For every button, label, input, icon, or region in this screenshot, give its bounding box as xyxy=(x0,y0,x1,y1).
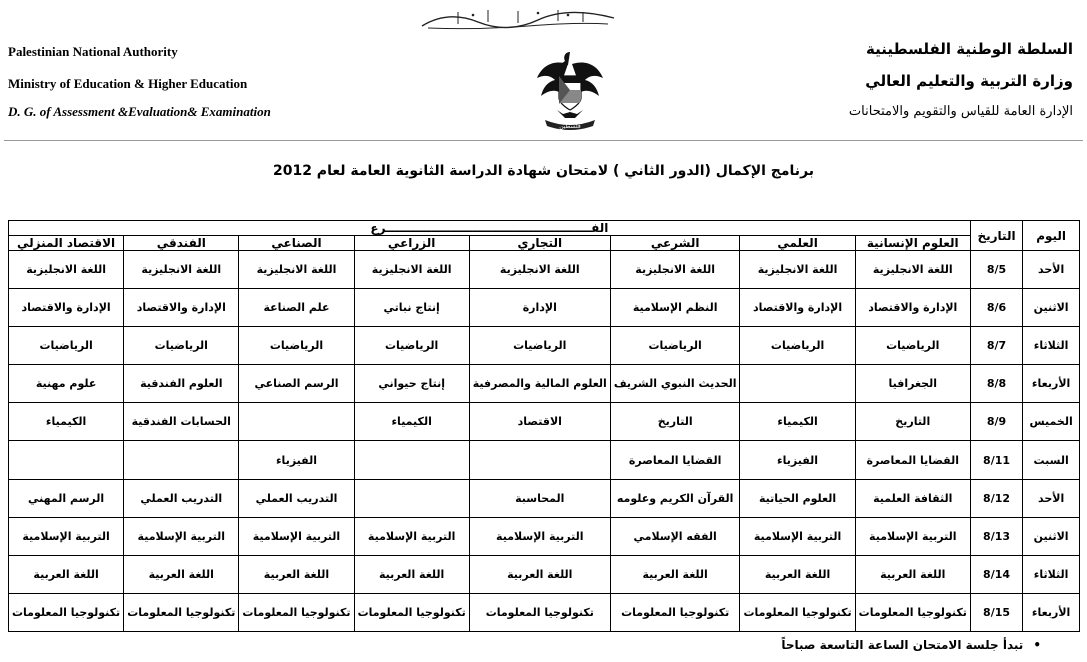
department-name-ar: الإدارة العامة للقياس والتقويم والامتحانات xyxy=(848,104,1073,119)
subject-cell: العلوم المالية والمصرفية xyxy=(469,365,610,403)
exam-schedule-table xyxy=(8,220,1080,632)
table-row xyxy=(9,479,1080,517)
branch-header-row xyxy=(9,236,1080,251)
table-row xyxy=(9,289,1080,327)
date-cell: 8/5 xyxy=(970,251,1022,289)
subject-cell: اللغة العربية xyxy=(740,555,855,593)
subject-cell: تكنولوجيا المعلومات xyxy=(469,593,610,631)
subject-cell: التربية الإسلامية xyxy=(9,517,124,555)
day-cell: الاثنين xyxy=(1023,289,1080,327)
department-name-en: D. G. of Assessment &Evaluation& Examination xyxy=(8,104,271,119)
day-cell: السبت xyxy=(1023,441,1080,479)
subject-cell: المحاسبة xyxy=(469,479,610,517)
subject-cell: الإدارة والاقتصاد xyxy=(9,289,124,327)
subject-cell: الكيمياء xyxy=(740,403,855,441)
subject-cell: التربية الإسلامية xyxy=(855,517,970,555)
subject-cell: التدريب العملي xyxy=(239,479,354,517)
day-cell: الأحد xyxy=(1023,251,1080,289)
table-header-row xyxy=(9,221,1080,236)
branch-header-cell: الزراعي xyxy=(354,236,469,251)
subject-cell: الكيمياء xyxy=(354,403,469,441)
subject-cell: العلوم الفندقية xyxy=(124,365,239,403)
subject-cell: الرياضيات xyxy=(124,327,239,365)
subject-cell: التاريخ xyxy=(855,403,970,441)
subject-cell: تكنولوجيا المعلومات xyxy=(239,593,354,631)
subject-cell: الرياضيات xyxy=(469,327,610,365)
subject-cell xyxy=(9,441,124,479)
date-cell: 8/14 xyxy=(970,555,1022,593)
subject-cell: اللغة العربية xyxy=(124,555,239,593)
subject-cell xyxy=(354,441,469,479)
subject-cell: اللغة العربية xyxy=(9,555,124,593)
subject-cell: الحسابات الفندقية xyxy=(124,403,239,441)
day-cell: الخميس xyxy=(1023,403,1080,441)
subject-cell: الرسم الصناعي xyxy=(239,365,354,403)
subject-cell: إنتاج حيواني xyxy=(354,365,469,403)
day-cell: الاثنين xyxy=(1023,517,1080,555)
subject-cell: التربية الإسلامية xyxy=(124,517,239,555)
day-cell: الأحد xyxy=(1023,479,1080,517)
subject-cell: القضايا المعاصرة xyxy=(610,441,740,479)
date-cell: 8/15 xyxy=(970,593,1022,631)
subject-cell: اللغة الانجليزية xyxy=(124,251,239,289)
subject-cell: الرياضيات xyxy=(855,327,970,365)
subject-cell: القضايا المعاصرة xyxy=(855,441,970,479)
subject-cell: تكنولوجيا المعلومات xyxy=(740,593,855,631)
subject-cell: تكنولوجيا المعلومات xyxy=(610,593,740,631)
table-row xyxy=(9,441,1080,479)
subject-cell: تكنولوجيا المعلومات xyxy=(124,593,239,631)
subject-cell: علوم مهنية xyxy=(9,365,124,403)
subject-cell: الفيزياء xyxy=(239,441,354,479)
subject-cell: التدريب العملي xyxy=(124,479,239,517)
subject-cell: الاقتصاد xyxy=(469,403,610,441)
subject-cell: التربية الإسلامية xyxy=(469,517,610,555)
subject-cell xyxy=(740,365,855,403)
subject-cell: الرسم المهني xyxy=(9,479,124,517)
authority-name-ar: السلطة الوطنية الفلسطينية xyxy=(866,40,1073,58)
subject-cell: اللغة الانجليزية xyxy=(855,251,970,289)
branch-header-cell: الشرعي xyxy=(610,236,740,251)
branch-header-cell: التجاري xyxy=(469,236,610,251)
subject-cell: إنتاج نباتي xyxy=(354,289,469,327)
date-cell: 8/11 xyxy=(970,441,1022,479)
emblem-label: فلسطين xyxy=(559,123,581,130)
subject-cell: الفقه الإسلامي xyxy=(610,517,740,555)
subject-cell xyxy=(469,441,610,479)
subject-cell: اللغة الانجليزية xyxy=(740,251,855,289)
subject-cell: الكيمياء xyxy=(9,403,124,441)
subject-cell: الإدارة والاقتصاد xyxy=(124,289,239,327)
day-cell: الأربعاء xyxy=(1023,593,1080,631)
subject-cell: التربية الإسلامية xyxy=(354,517,469,555)
branch-header-cell: الفندقي xyxy=(124,236,239,251)
subject-cell: اللغة العربية xyxy=(855,555,970,593)
basmala-calligraphy xyxy=(418,6,618,32)
subject-cell: اللغة العربية xyxy=(469,555,610,593)
date-cell: 8/12 xyxy=(970,479,1022,517)
date-column-header: التاريخ xyxy=(970,221,1022,251)
table-row xyxy=(9,327,1080,365)
subject-cell: علم الصناعة xyxy=(239,289,354,327)
subject-cell: تكنولوجيا المعلومات xyxy=(9,593,124,631)
date-cell: 8/7 xyxy=(970,327,1022,365)
palestinian-eagle-emblem-icon xyxy=(535,44,605,134)
subject-cell: الإدارة والاقتصاد xyxy=(855,289,970,327)
table-row xyxy=(9,251,1080,289)
session-time-text: تبدأ جلسة الامتحان الساعة التاسعة صباحاً xyxy=(781,638,1024,652)
document-title: برنامج الإكمال (الدور الثاني ) لامتحان شهادة الدراسة الثانوية العامة لعام 2012 xyxy=(272,163,815,179)
branch-header-cell: العلوم الإنسانية xyxy=(855,236,970,251)
subject-cell: الجغرافيا xyxy=(855,365,970,403)
branch-header-cell: الاقتصاد المنزلي xyxy=(9,236,124,251)
subject-cell: القرآن الكريم وعلومه xyxy=(610,479,740,517)
subject-cell: الإدارة xyxy=(469,289,610,327)
date-cell: 8/9 xyxy=(970,403,1022,441)
subject-cell: الثقافة العلمية xyxy=(855,479,970,517)
subject-cell: الحديث النبوي الشريف xyxy=(610,365,740,403)
table-row xyxy=(9,555,1080,593)
bullet-icon: • xyxy=(1033,638,1041,652)
authority-name-en: Palestinian National Authority xyxy=(8,44,178,59)
subject-cell xyxy=(124,441,239,479)
subject-cell: التربية الإسلامية xyxy=(740,517,855,555)
subject-cell: النظم الإسلامية xyxy=(610,289,740,327)
branch-header-cell: الصناعي xyxy=(239,236,354,251)
table-row xyxy=(9,593,1080,631)
subject-cell: اللغة الانجليزية xyxy=(9,251,124,289)
table-row xyxy=(9,365,1080,403)
table-row xyxy=(9,403,1080,441)
day-cell: الأربعاء xyxy=(1023,365,1080,403)
header-divider xyxy=(4,140,1083,141)
ministry-name-ar: وزارة التربية والتعليم العالي xyxy=(865,72,1073,90)
subject-cell: اللغة الانجليزية xyxy=(610,251,740,289)
subject-cell: اللغة الانجليزية xyxy=(354,251,469,289)
subject-cell: التاريخ xyxy=(610,403,740,441)
subject-cell: الرياضيات xyxy=(239,327,354,365)
subject-cell: الرياضيات xyxy=(610,327,740,365)
day-cell: الثلاثاء xyxy=(1023,555,1080,593)
subject-cell: اللغة العربية xyxy=(354,555,469,593)
subject-cell: اللغة الانجليزية xyxy=(239,251,354,289)
date-cell: 8/13 xyxy=(970,517,1022,555)
subject-cell: تكنولوجيا المعلومات xyxy=(855,593,970,631)
subject-cell: تكنولوجيا المعلومات xyxy=(354,593,469,631)
subject-cell: الرياضيات xyxy=(354,327,469,365)
subject-cell: التربية الإسلامية xyxy=(239,517,354,555)
branch-header-cell: العلمي xyxy=(740,236,855,251)
subject-cell: الرياضيات xyxy=(9,327,124,365)
day-cell: الثلاثاء xyxy=(1023,327,1080,365)
branch-group-header: الفــــــــــــــــــــــــــــــــــــــــــــــــــرع xyxy=(9,221,971,236)
day-column-header: اليوم xyxy=(1023,221,1080,251)
subject-cell: اللغة العربية xyxy=(239,555,354,593)
subject-cell: اللغة العربية xyxy=(610,555,740,593)
ministry-name-en: Ministry of Education & Higher Education xyxy=(8,76,248,91)
subject-cell: الرياضيات xyxy=(740,327,855,365)
subject-cell: الفيزياء xyxy=(740,441,855,479)
subject-cell xyxy=(354,479,469,517)
subject-cell xyxy=(239,403,354,441)
session-time-note xyxy=(781,638,1041,652)
subject-cell: الإدارة والاقتصاد xyxy=(740,289,855,327)
subject-cell: العلوم الحياتية xyxy=(740,479,855,517)
date-cell: 8/8 xyxy=(970,365,1022,403)
date-cell: 8/6 xyxy=(970,289,1022,327)
subject-cell: اللغة الانجليزية xyxy=(469,251,610,289)
table-row xyxy=(9,517,1080,555)
